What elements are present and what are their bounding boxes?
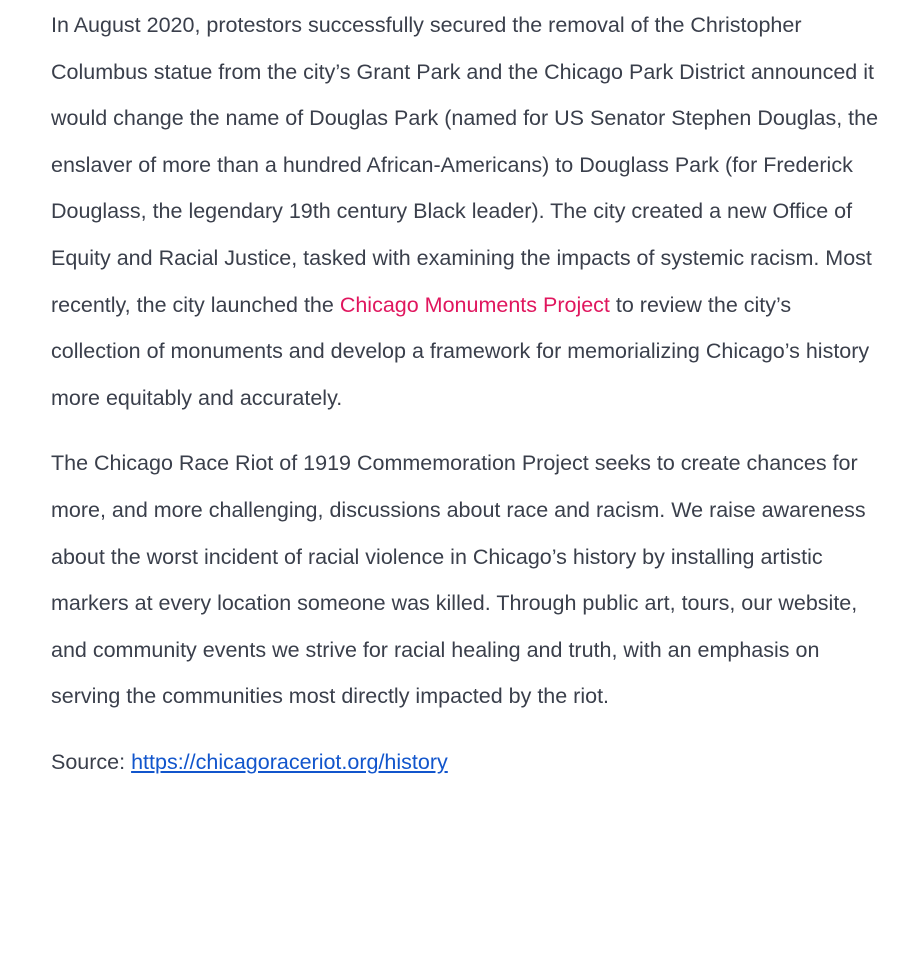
paragraph-1-text-after-link: to review the city’s collection of monuments and develop a framework for memorializing Chicago’s history more equitably and accurately. [51, 292, 870, 410]
source-line [51, 739, 881, 786]
article-body [51, 2, 881, 786]
paragraph-chicago-monuments [51, 2, 881, 421]
paragraph-1-text-before-link: In August 2020, protestors successfully secured the removal of the Christopher Columbus statue from the city’s Grant Park and the Chicago Park District announced it would change the name of Douglas Park (named for US Senator Stephen Douglas, the enslaver of more than a hundred African-Americans) to Douglass Park (for Frederick Douglass, the legendary 19th century Black leader). The city created a new Office of Equity and Racial Justice, tasked with examining the impacts of systemic racism. Most recently, the city launched the [51, 13, 879, 317]
paragraph-commemoration-project: The Chicago Race Riot of 1919 Commemoration Project seeks to create chances for more, and more challenging, discussions about race and racism. We raise awareness about the worst incident of racial violence in Chicago’s history by installing artistic markers at every location someone was killed. Through public art, tours, our website, and community events we strive for racial healing and truth, with an emphasis on serving the communities most directly impacted by the riot. [51, 451, 866, 709]
source-label: Source: [51, 749, 132, 774]
source-url-link[interactable]: https://chicagoraceriot.org/history [131, 749, 448, 774]
chicago-monuments-project-link[interactable]: Chicago Monuments Project [339, 292, 610, 317]
